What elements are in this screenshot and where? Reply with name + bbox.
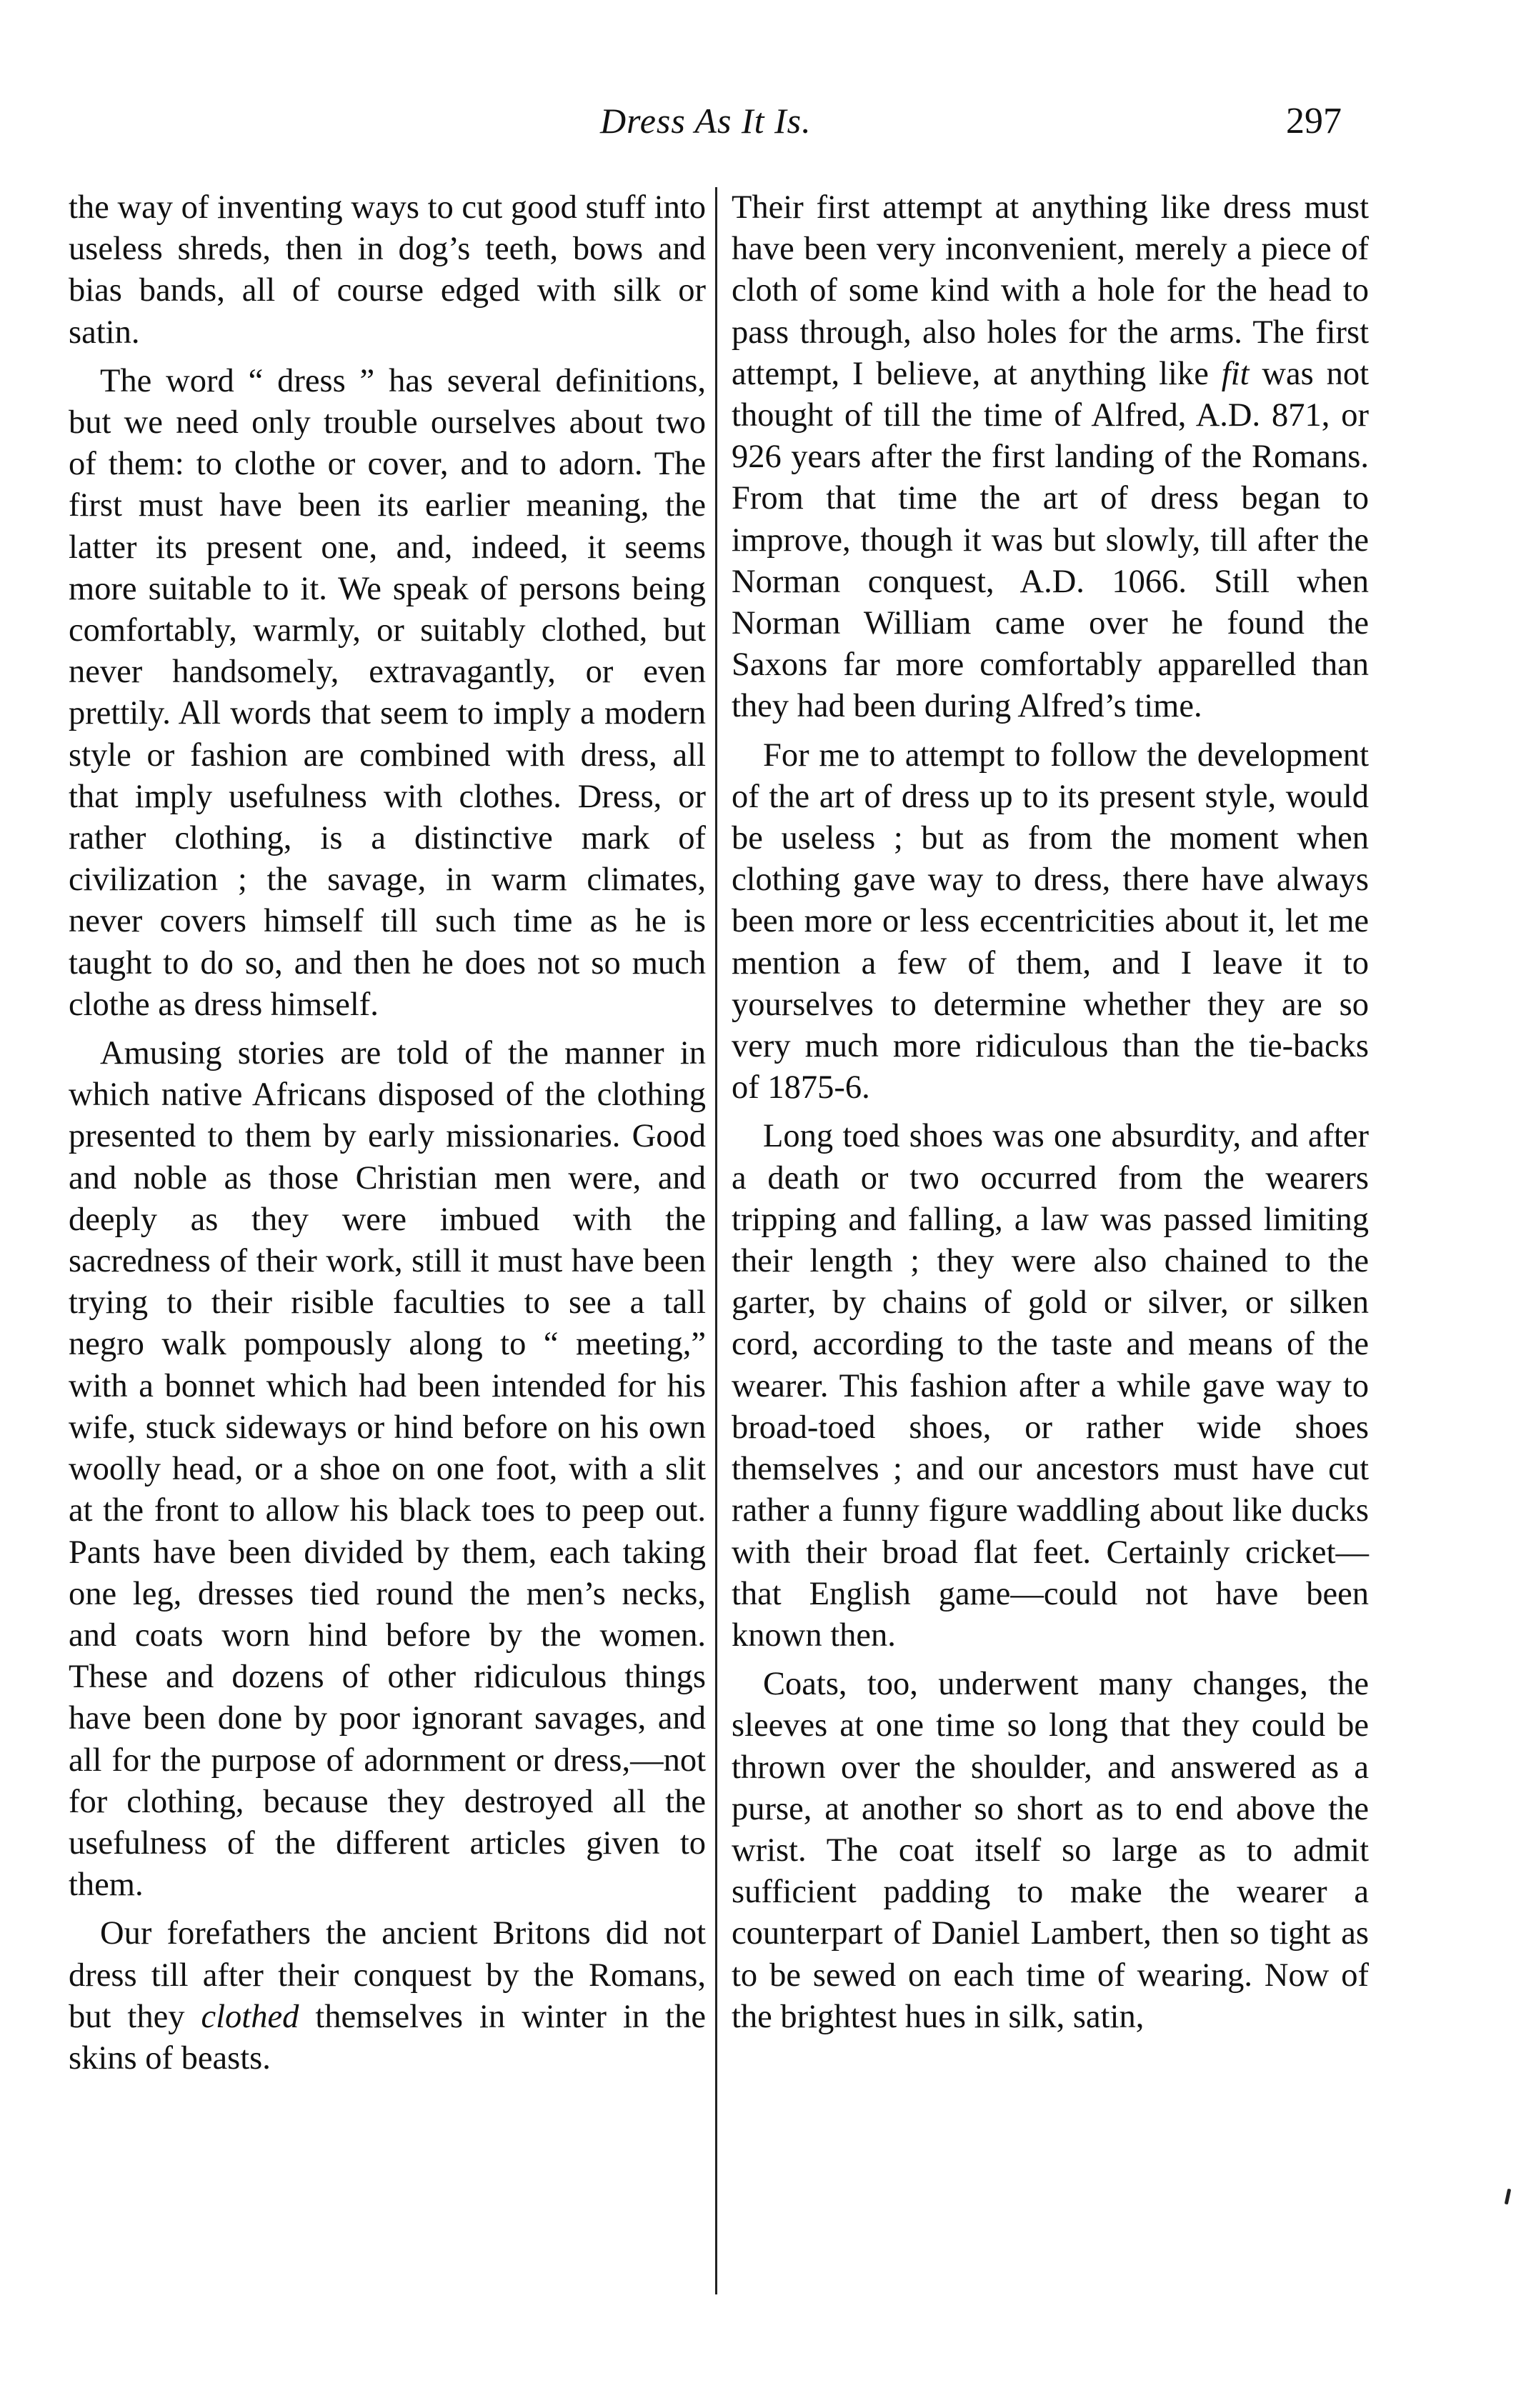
left-paragraph-4-text-a: Our forefathers the ancient Britons did not dress till after their conquest by the Romans, but they — [69, 1915, 706, 2035]
right-paragraph-3: Long toed shoes was one absurdity, and after a death or two occurred from the wearers tripping and falling, a law was passed limiting their length ; they were also chained to the garter, by chains of gold or silver, or silken cord, according to the taste and means of the wearer. This fashion after a while gave way to broad-toed shoes, or rather wide shoes themselves ; and our ancestors must have cut rather a funny figure waddling about like ducks with their broad flat feet. Certainly cricket—that English game—could not have been known then. — [732, 1118, 1369, 1654]
right-column — [732, 187, 1369, 2038]
left-paragraph-4 — [69, 1913, 706, 2079]
left-column — [69, 187, 706, 2079]
page-number: 297 — [1286, 101, 1342, 141]
left-paragraph-1: the way of inventing ways to cut good stuff into useless shreds, then in dog’s teeth, bows and bias bands, all of course edged with silk or satin. — [69, 189, 706, 351]
left-paragraph-4-emphasis: clothed — [201, 1998, 299, 2035]
left-paragraph-2: The word “ dress ” has several definitions, but we need only trouble ourselves about two of them: to clothe or cover, and to adorn. The first must have been its earlier meaning, the latter its present one, and, indeed, it seems more suitable to it. We speak of persons being comfortably, warmly, or suitably clothed, but never handsomely, extravagantly, or even prettily. All words that seem to imply a modern style or fashion are combined with dress, all that imply usefulness with clothes. Dress, or rather clothing, is a distinctive mark of civilization ; the savage, in warm climates, never covers himself till such time as he is taught to do so, and then he does not so much clothe as dress himself. — [69, 362, 706, 1023]
right-paragraph-4: Coats, too, underwent many changes, the sleeves at one time so long that they could be thrown over the shoulder, and answered as a purse, at another so short as to end above the wrist. The coat itself so large as to admit sufficient padding to make the wearer a counterpart of Daniel Lambert, then so tight as to be sewed on each time of wearing. Now of the brightest hues in silk, satin, — [732, 1666, 1369, 2035]
right-paragraph-1-text-a: Their first attempt at anything like dress must have been very inconvenient, merely a piece of cloth of some kind with a hole for the head to pass through, also holes for the arms. The first attempt, I believe, at anything like — [732, 189, 1369, 392]
left-paragraph-3: Amusing stories are told of the manner in which native Africans disposed of the clothing presented to them by early missionaries. Good and noble as those Christian men were, and deeply as they were imbued with the sacredness of their work, still it must have been trying to their risible faculties to see a tall negro walk pompously along to “ meeting,” with a bonnet which had been intended for his wife, stuck sideways or hind before on his own woolly head, or a shoe on one foot, with a slit at the front to allow his black toes to peep out. Pants have been divided by them, each taking one leg, dresses tied round the men’s necks, and coats worn hind before by the women. These and dozens of other ridiculous things have been done by poor ignorant savages, and all for the purpose of adornment or dress,—not for clothing, because they destroyed all the usefulness of the different articles given to them. — [69, 1035, 706, 1904]
right-paragraph-1-emphasis: fit — [1221, 355, 1250, 392]
column-divider — [715, 187, 717, 2294]
right-paragraph-1-text-b: was not thought of till the time of Alfred, A.D. 871, or 926 years after the first landing of the Romans. From that time the art of dress began to improve, though it was but slowly, till after the Norman conquest, A.D. 1066. Still when Norman William came over he found the Saxons far more comfortably apparelled than they had been during Alfred’s time. — [732, 355, 1369, 725]
right-paragraph-1 — [732, 187, 1369, 728]
right-paragraph-2: For me to attempt to follow the development of the art of dress up to its present style, would be useless ; but as from the moment when clothing gave way to dress, there have always been more or less eccentricities about it, let me mention a few of them, and I leave it to yourselves to determine whether they are so very much more ridiculous than the tie-backs of 1875-6. — [732, 736, 1369, 1106]
running-title: Dress As It Is. — [600, 101, 812, 141]
left-paragraph-4-text-b: themselves in winter in the skins of beasts. — [69, 1998, 706, 2077]
ink-speck — [1505, 2189, 1511, 2205]
